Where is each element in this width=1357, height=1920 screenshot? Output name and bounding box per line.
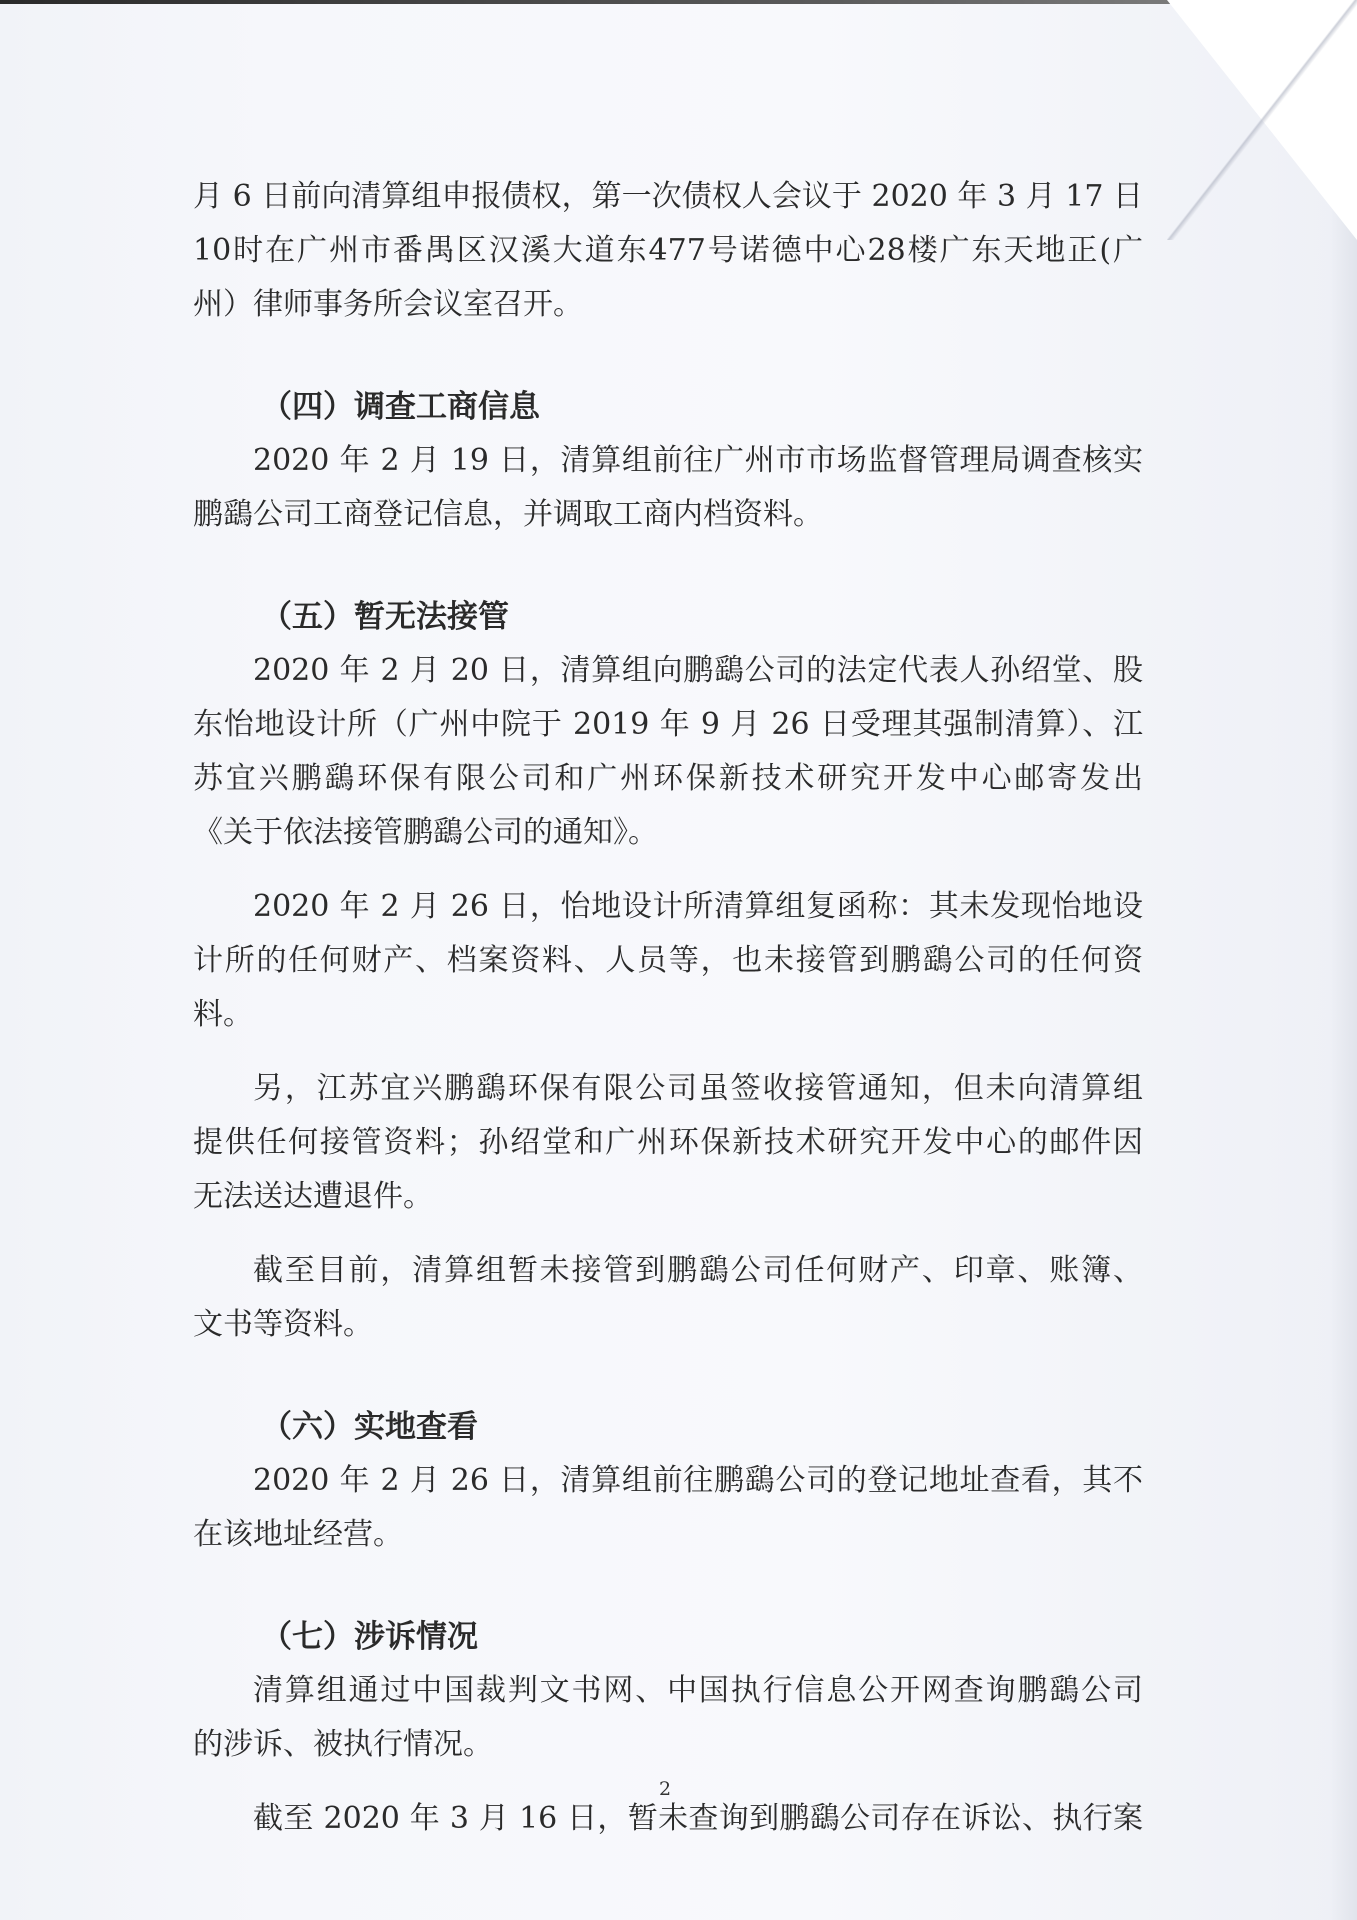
text-line: 10时在广州市番禺区汉溪大道东477号诺德中心28楼广东天地正(广	[193, 233, 1143, 268]
text-line: 无法送达遭退件。	[193, 1179, 433, 1214]
text-line: 在该地址经营。	[193, 1517, 403, 1552]
document-body	[193, 170, 1143, 1846]
text-line: 截至 2020 年 3 月 16 日，暂未查询到鹏鷂公司存在诉讼、执行案	[253, 1801, 1143, 1836]
text-line: 东怡地设计所（广州中院于 2019 年 9 月 26 日受理其强制清算）、江	[193, 707, 1143, 742]
paragraph-section-5d	[193, 1244, 1143, 1352]
paragraph-section-7a	[193, 1664, 1143, 1772]
page-number: 2	[658, 1778, 672, 1800]
text-line: 苏宜兴鹏鷂环保有限公司和广州环保新技术研究开发中心邮寄发出	[193, 761, 1143, 796]
text-line: 《关于依法接管鹏鷂公司的通知》。	[193, 815, 658, 850]
text-line: 月 6 日前向清算组申报债权，第一次债权人会议于 2020 年 3 月 17 日	[193, 179, 1143, 214]
text-line: 2020 年 2 月 26 日，清算组前往鹏鷂公司的登记地址查看，其不	[253, 1463, 1143, 1498]
section-heading-5: （五）暂无法接管	[261, 599, 509, 635]
text-line: 另，江苏宜兴鹏鷂环保有限公司虽签收接管通知，但未向清算组	[253, 1071, 1143, 1106]
paragraph-section-4	[193, 434, 1143, 542]
paragraph-section-6	[193, 1454, 1143, 1562]
text-line: 州）律师事务所会议室召开。	[193, 287, 583, 322]
folded-corner-crease	[1167, 0, 1357, 240]
paragraph-section-5c	[193, 1062, 1143, 1224]
paragraph-section-5b	[193, 880, 1143, 1042]
text-line: 提供任何接管资料；孙绍堂和广州环保新技术研究开发中心的邮件因	[193, 1125, 1143, 1160]
section-heading-7: （七）涉诉情况	[261, 1619, 478, 1655]
text-line: 2020 年 2 月 26 日，怡地设计所清算组复函称：其未发现怡地设	[253, 889, 1143, 924]
text-line: 文书等资料。	[193, 1307, 373, 1342]
paragraph-intro	[193, 170, 1143, 332]
paragraph-section-5a	[193, 644, 1143, 860]
text-line: 清算组通过中国裁判文书网、中国执行信息公开网查询鹏鷂公司	[253, 1673, 1143, 1708]
text-line: 料。	[193, 997, 253, 1032]
paragraph-section-7b	[193, 1792, 1143, 1846]
section-heading-4: （四）调查工商信息	[261, 389, 540, 425]
text-line: 2020 年 2 月 19 日，清算组前往广州市市场监督管理局调查核实	[253, 443, 1143, 478]
text-line: 截至目前，清算组暂未接管到鹏鷂公司任何财产、印章、账簿、	[253, 1253, 1143, 1288]
scan-top-edge	[0, 0, 1357, 4]
text-line: 2020 年 2 月 20 日，清算组向鹏鷂公司的法定代表人孙绍堂、股	[253, 653, 1143, 688]
text-line: 鹏鷂公司工商登记信息，并调取工商内档资料。	[193, 497, 823, 532]
text-line: 的涉诉、被执行情况。	[193, 1727, 493, 1762]
scan-right-shadow	[1329, 0, 1357, 1920]
text-line: 计所的任何财产、档案资料、人员等，也未接管到鹏鷂公司的任何资	[193, 943, 1143, 978]
section-heading-6: （六）实地查看	[261, 1409, 478, 1445]
